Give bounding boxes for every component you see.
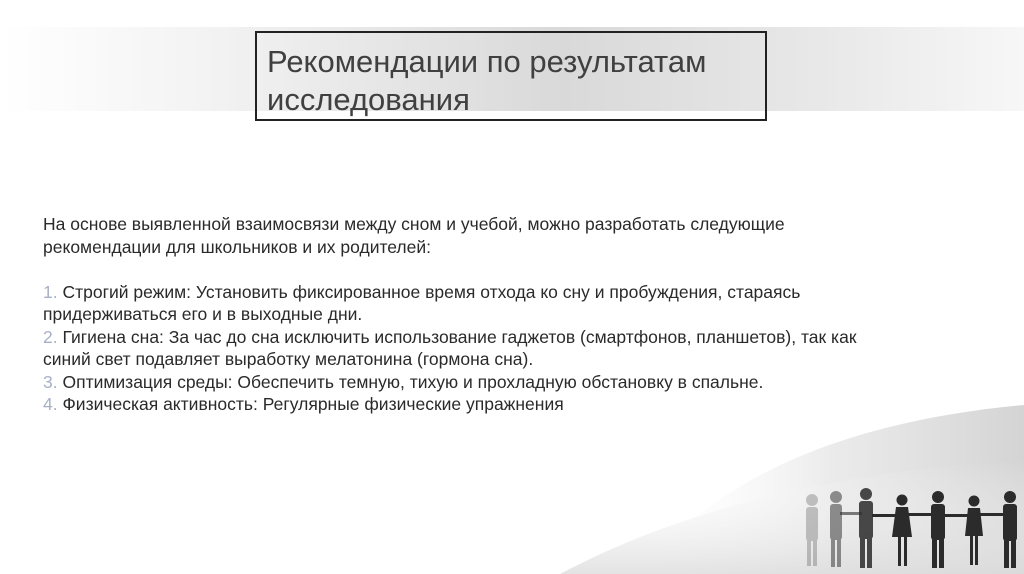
list-number: 3. [43,371,58,392]
list-item-text: Строгий режим: Установить фиксированное время отхода ко сну и пробуждения, стараясь придерживаться его и в выходные дни. [43,281,801,324]
list-item [43,326,863,371]
spacer [43,258,863,281]
list-number: 4. [43,394,58,414]
slide-title: Рекомендации по результатам исследования [267,44,707,117]
list-item-text: Оптимизация среды: Обеспечить темную, тихую и прохладную обстановку в спальне. [62,371,764,392]
title-frame [255,31,767,121]
people-silhouettes-image [806,488,1017,568]
list-item-text: Физическая активность: Регулярные физические упражнения [62,394,564,414]
slide-body [43,213,863,416]
list-number: 2. [43,326,58,347]
list-item-text: Гигиена сна: За час до сна исключить использование гаджетов (смартфонов, планшетов), так как синий свет подавляет выработку мелатонина (гормона сна). [43,326,857,369]
list-item [43,281,863,326]
recommendation-list [43,281,863,416]
intro-paragraph: На основе выявленной взаимосвязи между сном и учебой, можно разработать следующие рекомендации для школьников и их родителей: [43,214,785,257]
list-item [43,371,863,394]
list-number: 1. [43,281,58,302]
list-item [43,393,863,416]
